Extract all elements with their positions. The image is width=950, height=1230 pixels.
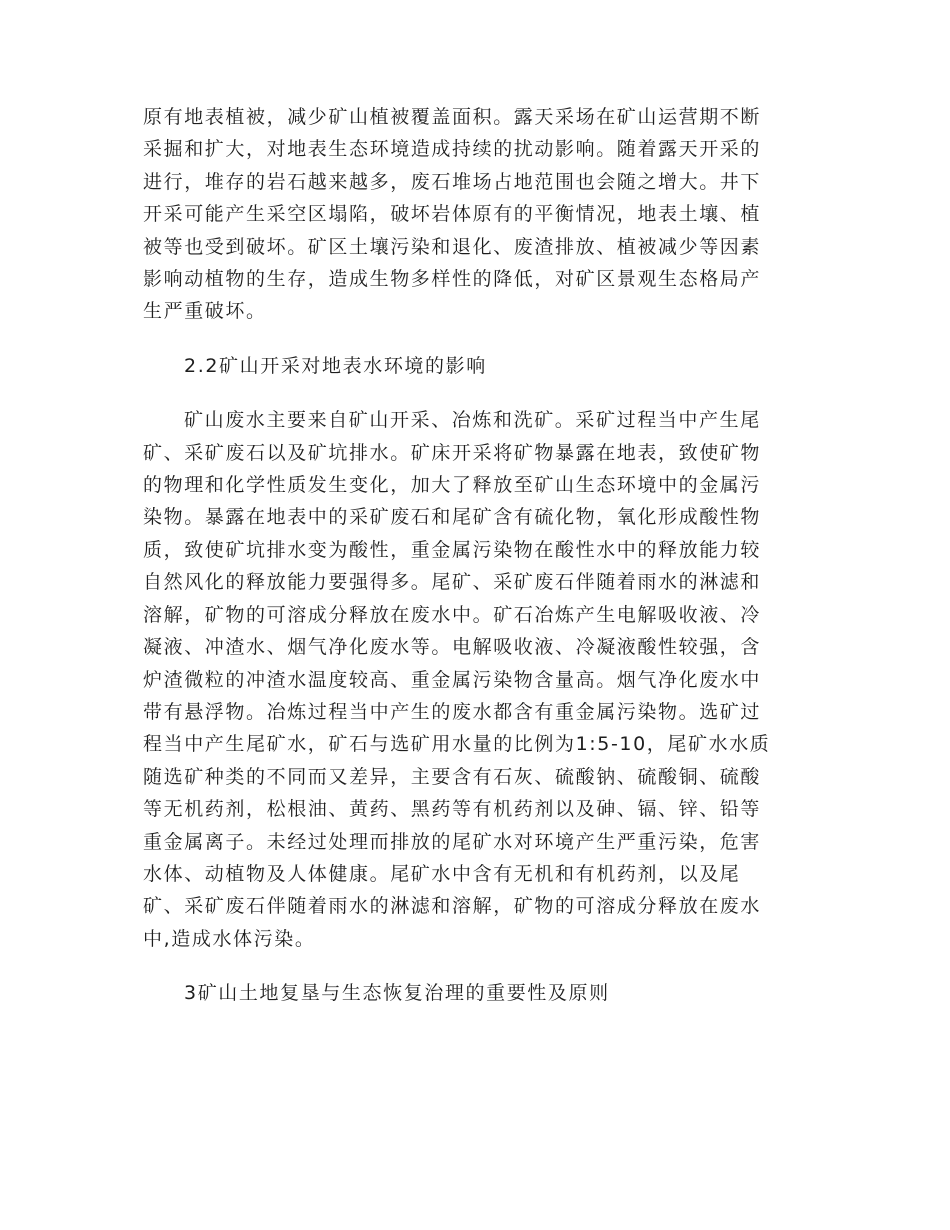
text-line: 随选矿种类的不同而又差异，主要含有石灰、硫酸钠、硫酸铜、硫酸	[143, 765, 762, 788]
text-line: 矿、采矿废石以及矿坑排水。矿床开采将矿物暴露在地表，致使矿物	[143, 441, 762, 464]
text-line: 影响动植物的生存，造成生物多样性的降低，对矿区景观生态格局产	[143, 268, 762, 291]
text-line: 溶解，矿物的可溶成分释放在废水中。矿石冶炼产生电解吸收液、冷	[143, 603, 762, 626]
text-line: 带有悬浮物。冶炼过程当中产生的废水都含有重金属污染物。选矿过	[143, 700, 762, 723]
paragraph-surface-water	[143, 404, 808, 955]
text-line: 质，致使矿坑排水变为酸性，重金属污染物在酸性水中的释放能力较	[143, 538, 762, 561]
text-line: 原有地表植被，减少矿山植被覆盖面积。露天采场在矿山运营期不断	[143, 106, 762, 128]
text-line: 等无机药剂，松根油、黄药、黑药等有机药剂以及砷、镉、锌、铅等	[143, 798, 762, 821]
text-line: 矿、采矿废石伴随着雨水的淋滤和溶解，矿物的可溶成分释放在废水	[143, 895, 762, 918]
text-line: 自然风化的释放能力要强得多。尾矿、采矿废石伴随着雨水的淋滤和	[143, 571, 762, 594]
text-line: 水体、动植物及人体健康。尾矿水中含有无机和有机药剂，以及尾	[143, 862, 741, 885]
text-line: 矿山废水主要来自矿山开采、冶炼和洗矿。采矿过程当中产生尾	[184, 409, 761, 432]
text-line: 炉渣微粒的冲渣水温度较高、重金属污染物含量高。烟气净化废水中	[143, 668, 762, 691]
text-line: 开采可能产生采空区塌陷，破坏岩体原有的平衡情况，地表土壤、植	[143, 203, 762, 226]
text-line: 凝液、冲渣水、烟气净化废水等。电解吸收液、冷凝液酸性较强，含	[143, 636, 762, 659]
text-line: 重金属离子。未经过处理而排放的尾矿水对环境产生严重污染，危害	[143, 830, 762, 853]
text-line: 生严重破坏。	[143, 300, 267, 323]
document-body	[143, 101, 808, 1010]
text-line: 采掘和扩大，对地表生态环境造成持续的扰动影响。随着露天开采的	[143, 138, 762, 161]
text-line: 染物。暴露在地表中的采矿废石和尾矿含有硫化物，氧化形成酸性物	[143, 506, 762, 529]
text-line: 中,造成水体污染。	[143, 927, 316, 950]
section-heading-2-2: 2.2矿山开采对地表水环境的影响	[184, 354, 487, 377]
paragraph-land-damage	[143, 101, 808, 328]
section-heading-3: 3矿山土地复垦与生态恢复治理的重要性及原则	[184, 982, 610, 1005]
text-line: 的物理和化学性质发生变化，加大了释放至矿山生态环境中的金属污	[143, 474, 762, 497]
text-line: 程当中产生尾矿水，矿石与选矿用水量的比例为1:5-10，尾矿水水质	[143, 733, 771, 756]
text-line: 被等也受到破坏。矿区土壤污染和退化、废渣排放、植被减少等因素	[143, 235, 762, 258]
text-line: 进行，堆存的岩石越来越多，废石堆场占地范围也会随之增大。井下	[143, 170, 762, 193]
